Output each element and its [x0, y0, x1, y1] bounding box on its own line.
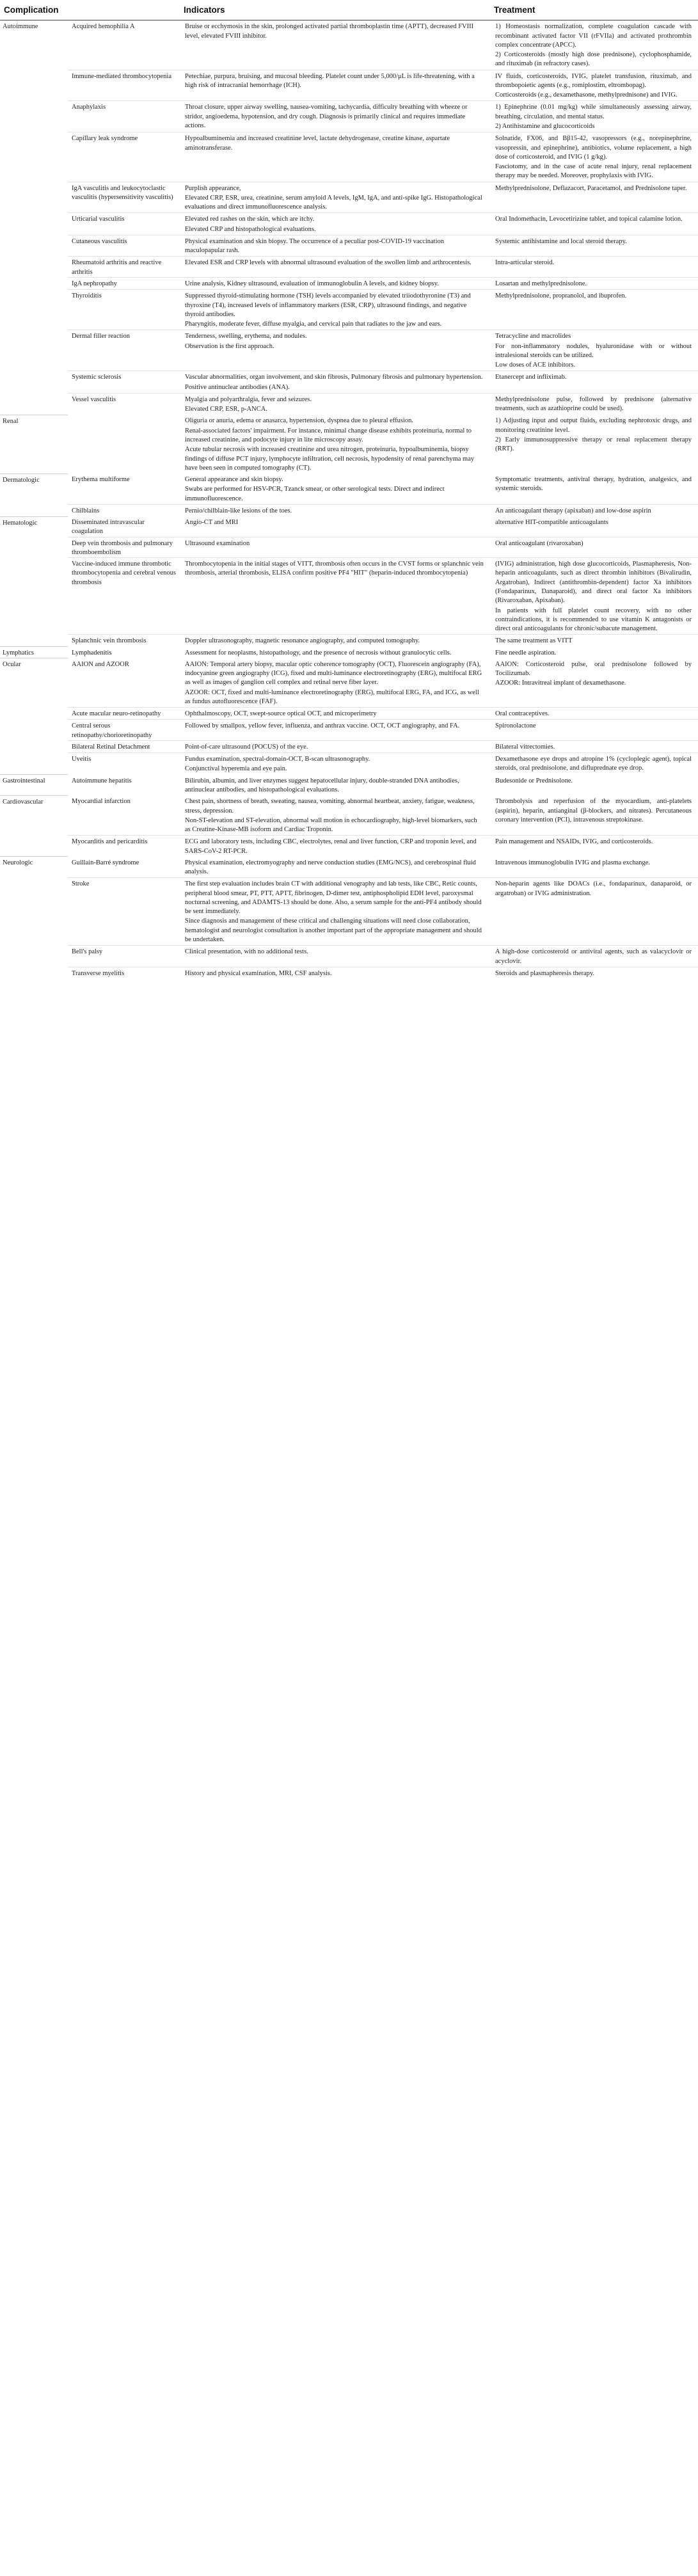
indicator-paragraph: Physical examination, electromyography and nerve conduction studies (EMG/NCS), and cerebrospinal fluid analysis.: [185, 859, 476, 876]
table-row: [0, 753, 698, 775]
subtype-cell: Myocarditis and pericarditis: [68, 836, 180, 857]
treatment-cell: [490, 20, 698, 70]
indicator-paragraph: Ophthalmoscopy, OCT, swept-source optical OCT, and microperimetry: [185, 710, 377, 718]
treatment-paragraph: In patients with full platelet count recovery, with no other contraindications, it is recommended to use vitamin K antagonists or direct oral anticoagulants for chronic/subacute management.: [495, 607, 692, 633]
treatment-paragraph: For non-inflammatory nodules, hyaluronidase with or without intralesional steroids can be utilized.: [495, 342, 692, 359]
subtype-cell: IgA vasculitis and leukocytoclastic vasculitis (hypersensitivity vasculitis): [68, 182, 180, 213]
treatment-paragraph: Oral contraceptives.: [495, 710, 550, 718]
treatment-cell: [490, 101, 698, 132]
treatment-paragraph: Pain management and NSAIDs, IVIG, and corticosteroids.: [495, 838, 653, 846]
subtype-cell: Autoimmune hepatitis: [72, 777, 132, 784]
treatment-paragraph: Oral anticoagulant (rivaroxaban): [495, 539, 583, 547]
subtype-cell: Lymphadenitis: [72, 649, 112, 656]
subtype-cell: Bell's palsy: [68, 946, 180, 967]
subtype-cell: Acute macular neuro-retinopathy: [68, 708, 180, 720]
treatment-paragraph: (IVIG) administration, high dose glucocorticoids, Plasmapheresis, Non-heparin anticoagulants, such as direct thrombin inhibitors (Bivalirudin, Argatroban), Indirect (antithrombin-dependent) factor Xa inhibitors (Fondaparinux, Danaparoid), and direct oral factor Xa inhibitors (Rivaroxaban, Apixaban).: [495, 561, 692, 605]
indicators-cell: [180, 182, 490, 213]
treatment-cell: [490, 558, 698, 635]
indicator-paragraph: Non-ST-elevation and ST-elevation, abnormal wall motion in echocardiography, high-level biomarkers, such as Creatine-Kinase-MB isoform and Cardiac Troponin.: [185, 816, 477, 834]
table-row: [0, 857, 698, 878]
indicator-paragraph: Conjunctival hyperemia and eye pain.: [185, 765, 287, 773]
treatment-cell: [490, 70, 698, 101]
indicators-cell: [180, 132, 490, 182]
table-row: [0, 775, 698, 796]
table-row: [0, 878, 698, 946]
indicator-paragraph: Fundus examination, spectral-domain-OCT, B-scan ultrasonography.: [185, 756, 370, 763]
table-row: [0, 647, 698, 658]
indicator-paragraph: Petechiae, purpura, bruising, and mucosal bleeding. Platelet count under 5,000/μL is life-threatening, with a high risk of intracranial hemorrhage (ICH).: [185, 72, 475, 89]
treatment-paragraph: Fasciotomy, and in the case of acute renal injury, renal replacement therapy may be needed. Moreover, prophylaxis with IVIG.: [495, 163, 692, 180]
subtype-cell: Systemic sclerosis: [68, 371, 180, 394]
table-row: [0, 278, 698, 290]
subtype-cell: Thyroiditis: [68, 290, 180, 330]
subtype-cell: Rheumatoid arthritis and reactive arthritis: [68, 257, 180, 278]
indicators-cell: [180, 775, 490, 796]
treatment-paragraph: Methylprednisolone pulse, followed by prednisone (alternative treatments, such as azathioprine could be used).: [495, 395, 692, 413]
treatment-cell: [490, 775, 698, 796]
subtype-cell: IgA nephropathy: [68, 278, 180, 290]
treatment-cell: [490, 330, 698, 371]
treatment-paragraph: Fine needle aspiration.: [495, 649, 557, 656]
indicators-cell: [180, 635, 490, 647]
treatment-cell: [490, 371, 698, 394]
treatment-paragraph: Symptomatic treatments, antiviral therapy, hydration, analgesics, and systemic steroids.: [495, 476, 692, 493]
indicator-paragraph: Elevated CRP, ESR, p-ANCA.: [185, 406, 267, 413]
subtype-cell: Dermal filler reaction: [68, 330, 180, 371]
treatment-paragraph: A high-dose corticosteroid or antiviral agents, such as valacyclovir or acyclovir.: [495, 948, 692, 965]
indicator-paragraph: Tenderness, swelling, erythema, and nodules.: [185, 333, 307, 340]
treatment-cell: [490, 290, 698, 330]
indicator-paragraph: Elevated ESR and CRP levels with abnormal ultrasound evaluation of the swollen limb and arthrocentesis.: [185, 259, 472, 267]
treatment-paragraph: IV fluids, corticosteroids, IVIG, platelet transfusion, rituximab, and thrombopoietic agents (e.g., romiplostim, eltrombopag).: [495, 72, 692, 89]
subtype-cell: Bilateral Retinal Detachment: [68, 740, 180, 752]
treatment-paragraph: Intra-articular steroid.: [495, 259, 555, 267]
table-row: [0, 516, 698, 537]
subtype-cell: Central serous retinopathy/chorioretinopathy: [68, 720, 180, 741]
indicator-paragraph: Chest pain, shortness of breath, sweating, nausea, vomiting, abnormal heartbeat, anxiety, fatigue, weakness, stress, depression.: [185, 798, 475, 815]
table-row: [0, 720, 698, 741]
indicator-paragraph: Bruise or ecchymosis in the skin, prolonged activated partial thromboplastin time (APTT), decreased FVIII level, elevated FVIII inhibitor.: [185, 23, 474, 40]
table-row: [0, 415, 698, 473]
treatment-paragraph: 1) Adjusting input and output fluids, excluding nephrotoxic drugs, and monitoring creatinine level.: [495, 417, 692, 434]
treatment-paragraph: Thrombolysis and reperfusion of the myocardium, anti-platelets (aspirin), heparin, antianginal (β-blockers, and nitrates). Percutaneous coronary intervention (PCI), intravenous streptokinase.: [495, 798, 692, 823]
indicator-paragraph: Pharyngitis, moderate fever, diffuse myalgia, and cervical pain that radiates to the jaw and ears.: [185, 321, 442, 328]
indicators-cell: [180, 371, 490, 394]
indicators-cell: [180, 740, 490, 752]
indicators-cell: [180, 836, 490, 857]
indicators-cell: [180, 257, 490, 278]
indicators-cell: [180, 537, 490, 558]
table-row: [0, 473, 698, 504]
treatment-cell: [490, 795, 698, 836]
treatment-paragraph: The same treatment as VITT: [495, 637, 573, 645]
indicator-paragraph: Elevated CRP and histopathological evaluations.: [185, 225, 316, 233]
table-row: [0, 290, 698, 330]
table-header: [0, 0, 698, 20]
group-cell: Autoimmune: [3, 23, 38, 31]
complications-table: [0, 0, 698, 985]
treatment-paragraph: Losartan and methylprednisolone.: [495, 280, 587, 287]
indicator-paragraph: Ultrasound examination: [185, 539, 250, 547]
indicator-paragraph: Renal-associated factors' impairment. For instance, minimal change disease exhibits proteinuria, normal to increased creatinine, and podocyte injury in lite microscopy assay.: [185, 427, 472, 443]
indicator-paragraph: Clinical presentation, with no additional tests.: [185, 948, 308, 956]
treatment-cell: [490, 257, 698, 278]
subtype-cell: Splanchnic vein thrombosis: [68, 635, 180, 647]
table-row: [0, 558, 698, 635]
subtype-cell: Acquired hemophilia A: [72, 23, 135, 31]
indicators-cell: [180, 967, 490, 985]
treatment-paragraph: Spironolactone: [495, 722, 536, 730]
table-row: [0, 132, 698, 182]
table-row: [0, 70, 698, 101]
indicator-paragraph: Acute tubular necrosis with increased creatinine and urea nitrogen, proteinuria, hypoalbuminemia, biopsy findings of diffuse PCT injury, lymphocyte infiltration, cell necrosis, hypodensity of renal parenchyma may have been seen in computed tomography (CT).: [185, 446, 475, 472]
indicator-paragraph: Positive antinuclear antibodies (ANA).: [185, 383, 290, 391]
treatment-cell: [490, 836, 698, 857]
treatment-cell: [490, 753, 698, 775]
treatment-cell: [490, 720, 698, 741]
treatment-cell: [490, 967, 698, 985]
indicators-cell: [180, 213, 490, 235]
subtype-cell: Chilblains: [68, 504, 180, 516]
treatment-cell: [490, 537, 698, 558]
treatment-cell: [490, 857, 698, 878]
table-row: [0, 504, 698, 516]
treatment-cell: [490, 504, 698, 516]
treatment-paragraph: 2) Early immunosuppressive therapy or renal replacement therapy (RRT).: [495, 436, 692, 453]
table-row: [0, 182, 698, 213]
treatment-cell: [490, 878, 698, 946]
table-row: [0, 20, 698, 70]
treatment-cell: [490, 182, 698, 213]
indicator-paragraph: Angio-CT and MRI: [185, 519, 239, 527]
indicator-paragraph: Suppressed thyroid-stimulating hormone (TSH) levels accompanied by elevated triiodothyronine (T3) and thyroxine (T4), increased levels of inflammatory markers (ESR, CRP), ultrasound findings, and negative thyroid antibodies.: [185, 292, 471, 318]
treatment-paragraph: 2) Corticosteroids (mostly high dose prednisone), cyclophosphamide, and rituximab (in refractory cases).: [495, 51, 692, 68]
treatment-cell: [490, 635, 698, 647]
treatment-paragraph: Methylprednisolone, Deflazacort, Paracetamol, and Prednisolone taper.: [495, 184, 687, 192]
treatment-paragraph: Steroids and plasmapheresis therapy.: [495, 969, 595, 977]
subtype-cell: Vaccine-induced immune thrombotic thrombocytopenia and cerebral venous thrombosis: [68, 558, 180, 635]
indicators-cell: [180, 795, 490, 836]
table-row: [0, 371, 698, 394]
treatment-paragraph: Dexamethasone eye drops and atropine 1% (cycloplegic agent), topical steroids, oral prednisolone, and difluprednate eye drop.: [495, 756, 692, 772]
indicator-paragraph: Throat closure, upper airway swelling, nausea-vomiting, tachycardia, difficulty breathing with wheeze or stridor, angioedema, hypotension, and dry cough. Diagnosis is primarily clinical and requires immediate actions.: [185, 104, 468, 130]
treatment-cell: [490, 647, 698, 658]
subtype-cell: Stroke: [68, 878, 180, 946]
treatment-paragraph: Oral Indomethacin, Levocetirizine tablet, and topical calamine lotion.: [495, 216, 683, 223]
indicators-cell: [180, 878, 490, 946]
treatment-cell: [490, 415, 698, 473]
indicator-paragraph: Elevated CRP, ESR, urea, creatinine, serum amyloid A levels, IgM, IgA, and anti-spike IgG. Histopathological evaluations and direct immunofluorescence analysis.: [185, 194, 482, 211]
header-indicators: Indicators: [180, 0, 490, 20]
indicator-paragraph: Assessment for neoplasms, histopathology, and the presence of necrosis without granulocytic cells.: [185, 649, 452, 656]
indicator-paragraph: Physical examination and skin biopsy. The occurrence of a peculiar post-COVID-19 vaccination maculopapular rash.: [185, 237, 445, 255]
group-cell: Renal: [0, 415, 68, 473]
indicator-paragraph: Point-of-care ultrasound (POCUS) of the eye.: [185, 743, 308, 751]
indicator-paragraph: ECG and laboratory tests, including CBC, electrolytes, renal and liver function, CRP and troponin level, and SARS-CoV-2 RT-PCR.: [185, 838, 477, 855]
table-row: [0, 795, 698, 836]
document-page: [0, 0, 698, 985]
indicators-cell: [180, 658, 490, 708]
subtype-cell: Cutaneous vasculitis: [68, 235, 180, 257]
table-row: [0, 235, 698, 257]
subtype-cell: Urticarial vasculitis: [68, 213, 180, 235]
treatment-cell: [490, 658, 698, 708]
indicator-paragraph: AZOOR: OCT, fixed and multi-luminance electroretinography (ERG), multifocal ERG, FA, and ICG, as well as fundus autofluorescence (FAF).: [185, 688, 479, 705]
indicators-cell: [180, 330, 490, 371]
treatment-paragraph: Tetracycline and macrolides: [495, 333, 571, 340]
group-cell: Cardiovascular: [0, 795, 68, 857]
indicator-paragraph: Observation is the first approach.: [185, 342, 274, 350]
treatment-paragraph: 2) Antihistamine and glucocorticoids: [495, 123, 595, 131]
treatment-paragraph: Methylprednisolone, propranolol, and ibuprofen.: [495, 292, 627, 300]
treatment-paragraph: Bilateral vitrectomies.: [495, 743, 555, 751]
table-row: [0, 635, 698, 647]
indicators-cell: [180, 290, 490, 330]
subtype-cell: Erythema multiforme: [72, 476, 130, 484]
indicator-paragraph: Swabs are performed for HSV-PCR, Tzanck smear, or other serological tests. Direct and indirect immunofluorescence.: [185, 486, 445, 502]
indicator-paragraph: Since diagnosis and management of these critical and challenging situations will need close collaboration, hematologist and neurologist consultation is another important part of the appropriate management and should be undertaken.: [185, 918, 482, 943]
subtype-cell: [68, 415, 180, 473]
table-row: [0, 708, 698, 720]
subtype-cell: Deep vein thrombosis and pulmonary thromboembolism: [68, 537, 180, 558]
treatment-paragraph: AZOOR: Intravitreal implant of dexamethasone.: [495, 680, 626, 687]
treatment-cell: [490, 213, 698, 235]
indicators-cell: [180, 504, 490, 516]
indicators-cell: [180, 647, 490, 658]
group-cell: Hematologic: [0, 516, 68, 646]
table-row: [0, 257, 698, 278]
treatment-cell: [490, 132, 698, 182]
indicators-cell: [180, 20, 490, 70]
indicator-paragraph: AAION: Temporal artery biopsy, macular optic coherence tomography (OCT), Fluorescein angiography (FA), indocyanine green angiography (ICG), fixed and multi-luminance electroretinography (ERG), multifocal ERG as well as images of ganglion cell complex and retinal nerve fiber layer.: [185, 660, 482, 687]
subtype-cell: Anaphylaxis: [68, 101, 180, 132]
group-cell: Gastrointestinal: [0, 775, 68, 796]
table-row: [0, 836, 698, 857]
treatment-paragraph: Etanercept and infliximab.: [495, 374, 567, 381]
treatment-paragraph: Intravenous immunoglobulin IVIG and plasma exchange.: [495, 859, 651, 866]
indicators-cell: [180, 720, 490, 741]
subtype-cell: Myocardial infarction: [72, 798, 131, 806]
table-row: [0, 330, 698, 371]
indicators-cell: [180, 415, 490, 473]
subtype-cell: Transverse myelitis: [68, 967, 180, 985]
indicators-cell: [180, 516, 490, 537]
group-cell: Dermatologic: [0, 473, 68, 516]
subtype-cell: Capillary leak syndrome: [68, 132, 180, 182]
indicators-cell: [180, 558, 490, 635]
table-row: [0, 658, 698, 708]
indicators-cell: [180, 278, 490, 290]
indicator-paragraph: Doppler ultrasonography, magnetic resonance angiography, and computed tomography.: [185, 637, 420, 645]
indicators-cell: [180, 393, 490, 415]
treatment-paragraph: An anticoagulant therapy (apixaban) and low-dose aspirin: [495, 507, 651, 514]
table-row: [0, 101, 698, 132]
indicator-paragraph: Followed by smallpox, yellow fever, influenza, and anthrax vaccine. OCT, OCT angiography, and FA.: [185, 722, 460, 730]
treatment-paragraph: Non-heparin agents like DOACs (i.e., fondaparinux, danaparoid, or argatroban) or IVIG administration.: [495, 880, 692, 897]
treatment-paragraph: 1) Homeostasis normalization, complete coagulation cascade with recombinant activated factor VII (rFVIIa) and activated prothrombin complex concentrate (APCC).: [495, 23, 692, 49]
header-complication: Complication: [0, 0, 180, 20]
treatment-paragraph: Corticosteroids (e.g., dexamethasone, methylprednisone) and IVIG.: [495, 91, 678, 99]
treatment-paragraph: Budesonide or Prednisolone.: [495, 777, 573, 784]
subtype-cell: Disseminated intravascular coagulation: [72, 519, 145, 536]
indicator-paragraph: History and physical examination, MRI, CSF analysis.: [185, 969, 332, 977]
indicators-cell: [180, 473, 490, 504]
treatment-cell: [490, 393, 698, 415]
treatment-paragraph: AAION: Corticosteroid pulse, oral prednisolone followed by Tocilizumab.: [495, 660, 692, 678]
treatment-cell: [490, 516, 698, 537]
indicator-paragraph: Pernio/chilblain-like lesions of the toes.: [185, 507, 292, 514]
indicators-cell: [180, 235, 490, 257]
indicators-cell: [180, 857, 490, 878]
treatment-paragraph: alternative HIT-compatible anticoagulants: [495, 519, 608, 527]
indicator-paragraph: Myalgia and polyarthralgia, fever and seizures.: [185, 395, 312, 403]
subtype-cell: AAION and AZOOR: [72, 660, 129, 668]
treatment-paragraph: Systemic antihistamine and local steroid therapy.: [495, 237, 627, 245]
treatment-cell: [490, 473, 698, 504]
indicators-cell: [180, 70, 490, 101]
treatment-cell: [490, 278, 698, 290]
treatment-cell: [490, 740, 698, 752]
table-row: [0, 967, 698, 985]
subtype-cell: Guillain-Barré syndrome: [72, 859, 139, 866]
indicator-paragraph: Thrombocytopenia in the initial stages of VITT, thrombosis often occurs in the CVST forms or splanchnic vein thrombosis, arterial thrombosis, ELISA confirm positive PF4 "HIT" (heparin-induced thrombocytopenia): [185, 561, 484, 577]
indicator-paragraph: Bilirubin, albumin, and liver enzymes suggest hepatocellular injury, double-stranded DNA antibodies, antinuclear antibodies, and histopathological evaluations.: [185, 777, 459, 794]
indicator-paragraph: Vascular abnormalities, organ involvement, and skin fibrosis, Pulmonary fibrosis and pulmonary hypertension.: [185, 374, 483, 381]
group-cell: Lymphatics: [0, 647, 68, 658]
indicators-cell: [180, 708, 490, 720]
indicator-paragraph: The first step evaluation includes brain CT with additional venography and lab tests, like CBC, Retic counts, peripheral blood smear, PT, PTT, APTT, fibrinogen, D-dimer test, antiphospholipid EDH level, paroxysmal nocturnal screening, and ADAMTS-13 should be done. Also, a serum sample for the anti-PF4 antibody should be sent immediately.: [185, 880, 482, 916]
subtype-cell: Vessel vasculitis: [68, 393, 180, 415]
group-cell: Neurologic: [0, 857, 68, 985]
table-body: [0, 20, 698, 985]
indicators-cell: [180, 101, 490, 132]
table-row: [0, 740, 698, 752]
indicator-paragraph: Purplish appearance,: [185, 184, 241, 192]
subtype-cell: Uveitis: [68, 753, 180, 775]
indicators-cell: [180, 946, 490, 967]
subtype-cell: Immune-mediated thrombocytopenia: [68, 70, 180, 101]
header-treatment: Treatment: [490, 0, 698, 20]
treatment-paragraph: 1) Epinephrine (0.01 mg/kg) while simultaneously assessing airway, breathing, circulation, and mental status.: [495, 104, 692, 120]
indicator-paragraph: Urine analysis, Kidney ultrasound, evaluation of immunoglobulin A levels, and kidney biopsy.: [185, 280, 439, 287]
indicator-paragraph: Elevated red rashes on the skin, which are itchy.: [185, 216, 315, 223]
treatment-cell: [490, 946, 698, 967]
indicator-paragraph: Oliguria or anuria, edema or anasarca, hypertension, dyspnea due to pleural effusion.: [185, 417, 413, 425]
table-row: [0, 393, 698, 415]
table-row: [0, 537, 698, 558]
indicators-cell: [180, 753, 490, 775]
treatment-cell: [490, 708, 698, 720]
treatment-paragraph: Low doses of ACE inhibitors.: [495, 362, 576, 369]
table-row: [0, 946, 698, 967]
treatment-cell: [490, 235, 698, 257]
group-cell: Ocular: [0, 658, 68, 775]
indicator-paragraph: Hypoalbuminemia and increased creatinine level, lactate dehydrogenase, creatine kinase, aspartate aminotransferase.: [185, 135, 450, 152]
table-row: [0, 213, 698, 235]
treatment-paragraph: Solnatide, FX06, and Bβ15-42, vasopressors (e.g., norepinephrine, vasopressin, and epinephrine), antibiotics, volume replacement, a high dose of corticosteroid, and IVIG (1 g/kg).: [495, 135, 692, 161]
indicator-paragraph: General appearance and skin biopsy.: [185, 476, 283, 484]
